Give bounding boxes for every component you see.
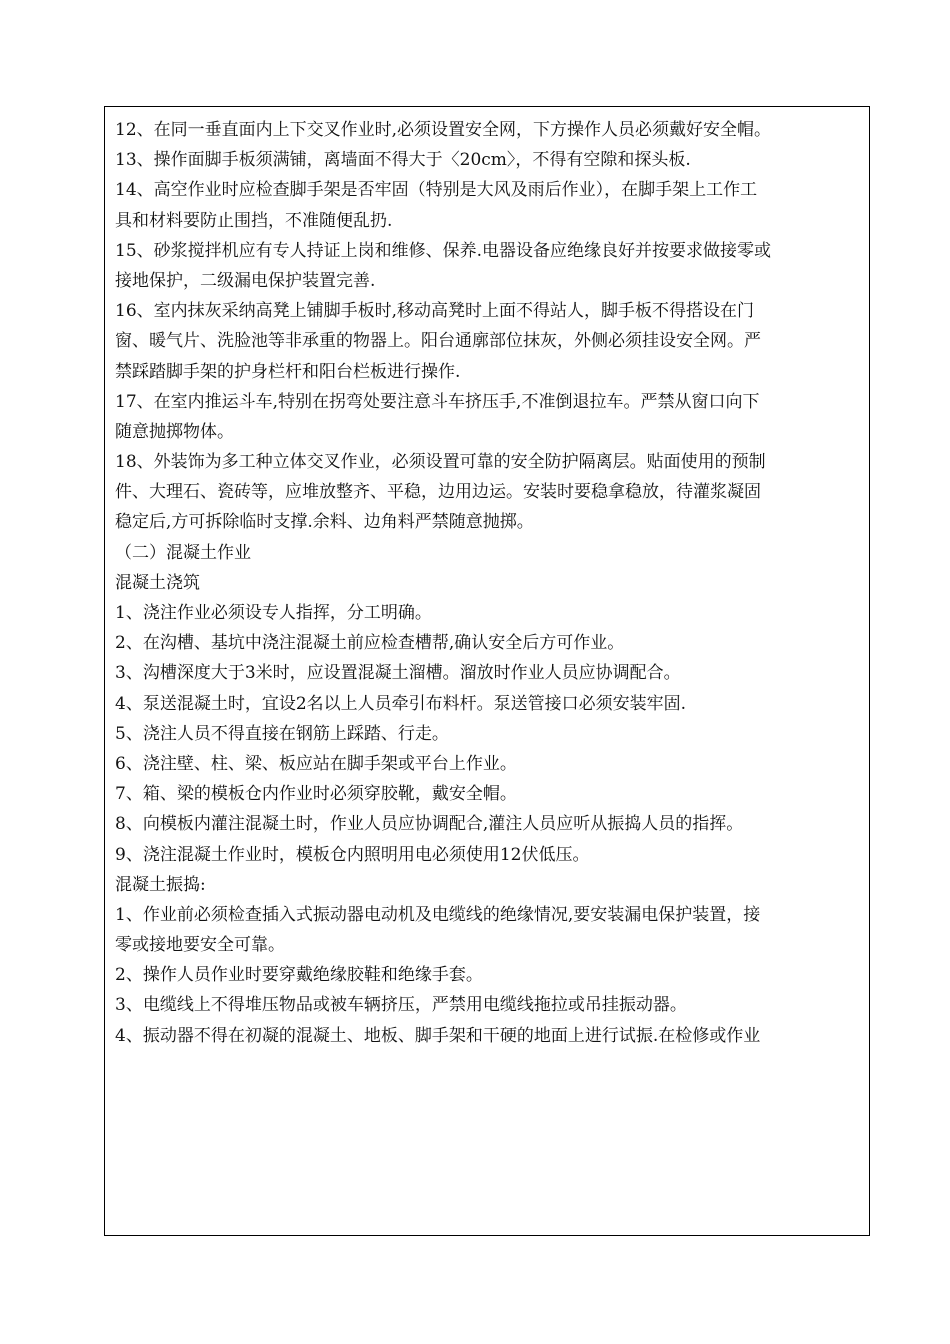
text-line: 8、向模板内灌注混凝土时，作业人员应协调配合,灌注人员应听从振捣人员的指挥。 — [115, 814, 744, 835]
text-line: 3、沟槽深度大于3米时，应设置混凝土溜槽。溜放时作业人员应协调配合。 — [115, 663, 681, 684]
text-line: 12、在同一垂直面内上下交叉作业时,必须设置安全网，下方操作人员必须戴好安全帽。 — [115, 120, 772, 140]
section-heading: （二）混凝土作业 — [115, 542, 251, 563]
text-line: 2、在沟槽、基坑中浇注混凝土前应检查槽帮,确认安全后方可作业。 — [115, 633, 625, 654]
text-line: 7、箱、梁的模板仓内作业时必须穿胶靴，戴安全帽。 — [115, 784, 517, 805]
text-line: 件、大理石、瓷砖等，应堆放整齐、平稳，边用边运。安装时要稳拿稳放，待灌浆凝固 — [115, 482, 761, 503]
text-line: 3、电缆线上不得堆压物品或被车辆挤压，严禁用电缆线拖拉或吊挂振动器。 — [115, 995, 687, 1016]
text-line: 4、泵送混凝土时，宜设2名以上人员牵引布料杆。泵送管接口必须安装牢固. — [115, 693, 687, 714]
text-line: 6、浇注壁、柱、梁、板应站在脚手架或平台上作业。 — [115, 753, 517, 774]
text-line: 零或接地要安全可靠。 — [115, 935, 285, 956]
text-line: 13、操作面脚手板须满铺，离墙面不得大于〈20cm〉，不得有空隙和探头板. — [115, 150, 691, 171]
text-line: 18、外装饰为多工种立体交叉作业，必须设置可靠的安全防护隔离层。贴面使用的预制 — [115, 452, 766, 473]
document-frame — [104, 106, 870, 1236]
text-line: 窗、暖气片、洗脸池等非承重的物器上。阳台通廓部位抹灰，外侧必须挂设安全网。严 — [115, 331, 761, 352]
text-line: 17、在室内推运斗车,特别在拐弯处要注意斗车挤压手,不准倒退拉车。严禁从窗口向下 — [115, 391, 760, 412]
text-line: 1、作业前必须检查插入式振动器电动机及电缆线的绝缘情况,要安装漏电保护装置，接 — [115, 904, 761, 925]
text-line: 16、室内抹灰采纳高凳上铺脚手板时,移动高凳时上面不得站人，脚手板不得搭设在门 — [115, 301, 755, 322]
text-line: 2、操作人员作业时要穿戴绝缘胶鞋和绝缘手套。 — [115, 965, 483, 986]
subsection-heading: 混凝土浇筑 — [115, 572, 200, 593]
text-line: 14、高空作业时应检查脚手架是否牢固（特别是大风及雨后作业），在脚手架上工作工 — [115, 180, 758, 201]
text-line: 随意抛掷物体。 — [115, 421, 234, 442]
text-line: 禁踩踏脚手架的护身栏杆和阳台栏板进行操作. — [115, 361, 461, 382]
text-line: 5、浇注人员不得直接在钢筋上踩踏、行走。 — [115, 723, 449, 744]
text-line: 具和材料要防止围挡，不准随便乱扔. — [115, 210, 393, 231]
text-line: 4、振动器不得在初凝的混凝土、地板、脚手架和干硬的地面上进行试振.在检修或作业 — [115, 1025, 761, 1046]
document-body — [115, 115, 863, 1051]
text-line: 15、砂浆搅拌机应有专人持证上岗和维修、保养.电器设备应绝缘良好并按要求做接零或 — [115, 240, 772, 261]
text-line: 接地保护，二级漏电保护装置完善. — [115, 270, 376, 291]
subsection-heading: 混凝土振捣: — [115, 874, 206, 895]
text-line: 稳定后,方可拆除临时支撑.余料、边角料严禁随意抛掷。 — [115, 512, 534, 533]
text-line: 1、浇注作业必须设专人指挥，分工明确。 — [115, 603, 432, 623]
text-line: 9、浇注混凝土作业时，模板仓内照明用电必须使用12伏低压。 — [115, 844, 590, 865]
